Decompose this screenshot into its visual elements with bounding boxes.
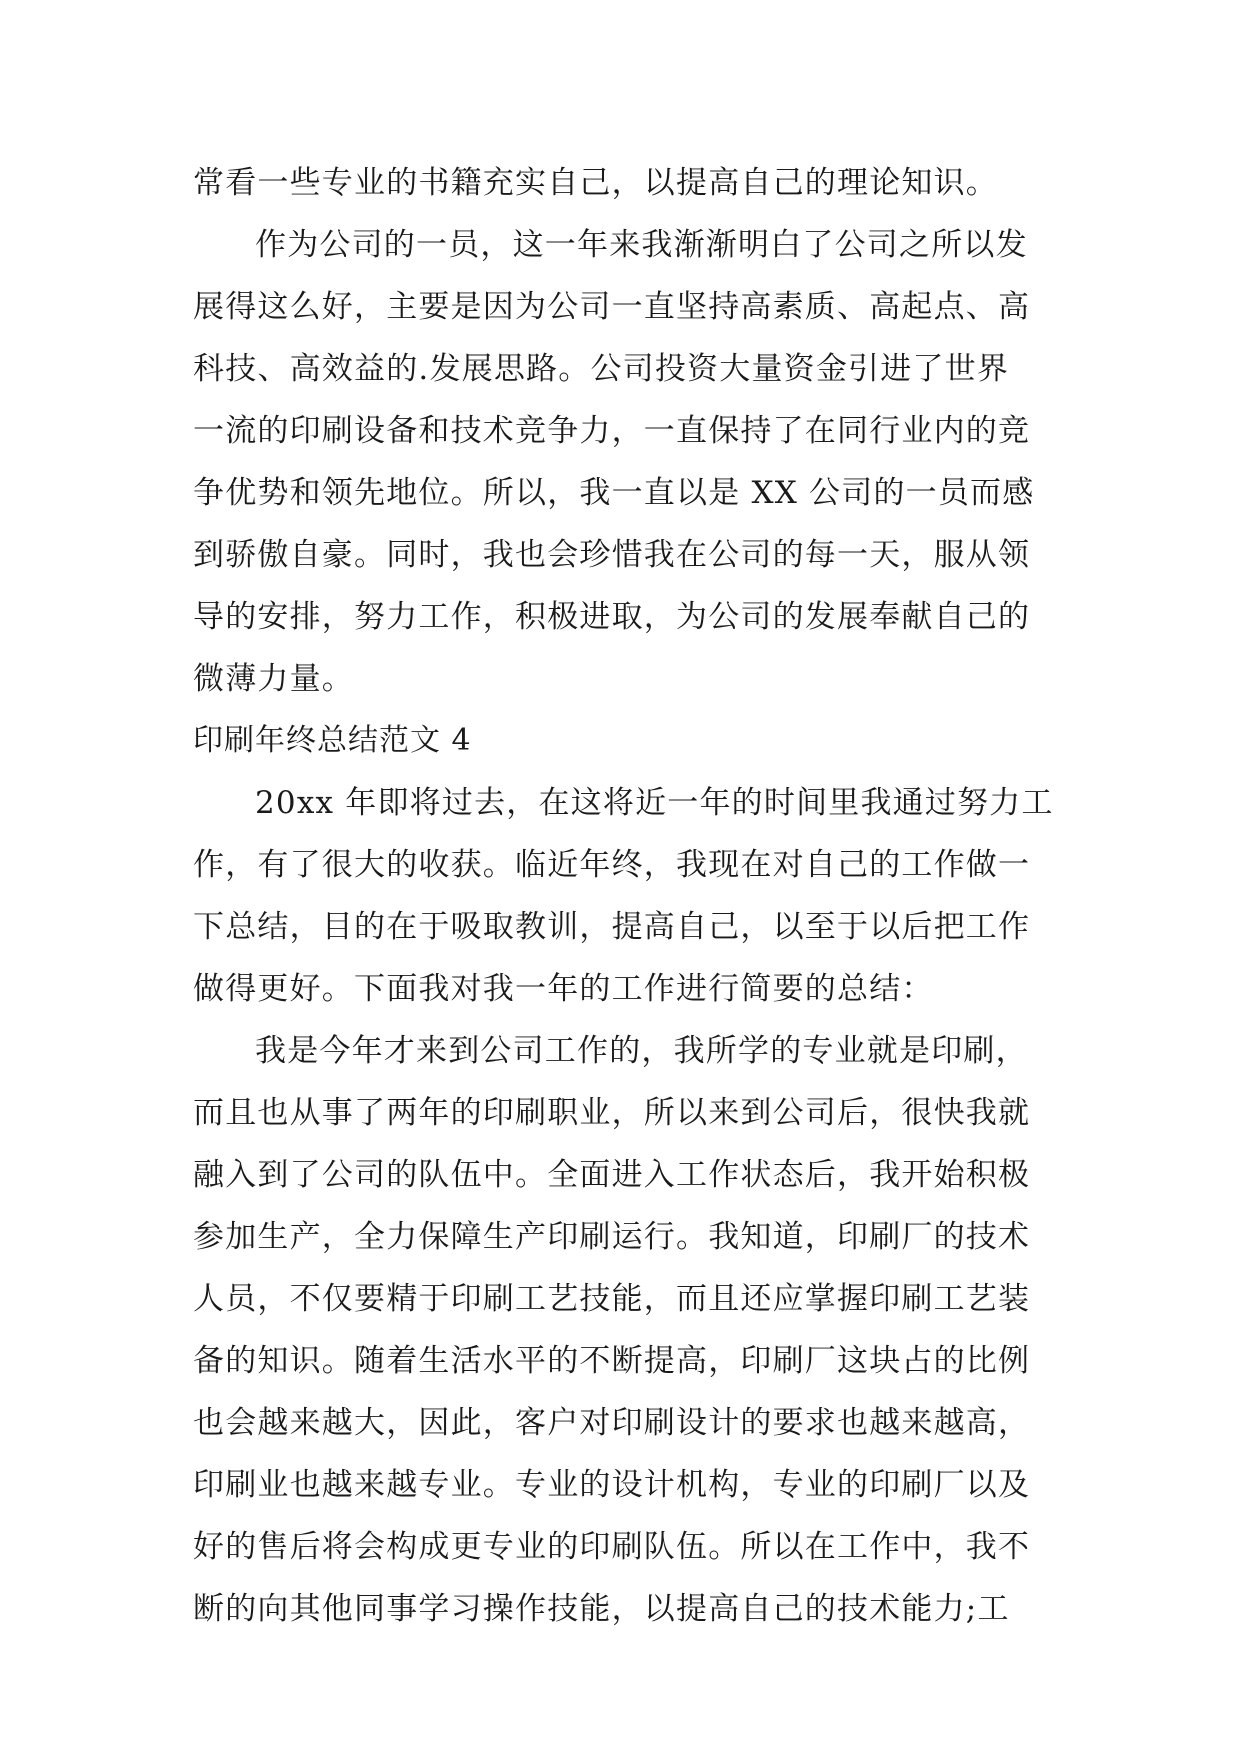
text-line: 融入到了公司的队伍中。全面进入工作状态后，我开始积极: [193, 1157, 1031, 1193]
text-line: 常看一些专业的书籍充实自己，以提高自己的理论知识。: [193, 165, 998, 201]
text-line: 20xx 年即将过去，在这将近一年的时间里我通过努力工: [255, 785, 1054, 821]
text-line: 一流的印刷设备和技术竞争力，一直保持了在同行业内的竞: [193, 413, 1031, 449]
paragraph-1-tail: [193, 152, 1059, 214]
text-line: 也会越来越大，因此，客户对印刷设计的要求也越来越高，: [193, 1405, 1031, 1441]
text-line: 人员，不仅要精于印刷工艺技能，而且还应掌握印刷工艺装: [193, 1281, 1031, 1317]
text-line: 争优势和领先地位。所以，我一直以是 XX 公司的一员而感: [193, 475, 1035, 511]
text-line: 作为公司的一员，这一年来我渐渐明白了公司之所以发: [255, 227, 1028, 263]
text-line: 展得这么好，主要是因为公司一直坚持高素质、高起点、高: [193, 289, 1031, 325]
text-line: 导的安排，努力工作，积极进取，为公司的发展奉献自己的: [193, 599, 1031, 635]
text-line: 科技、高效益的.发展思路。公司投资大量资金引进了世界: [193, 351, 1010, 387]
text-line: 而且也从事了两年的印刷职业，所以来到公司后，很快我就: [193, 1095, 1031, 1131]
paragraph-3: [193, 772, 1059, 1020]
text-line: 微薄力量。: [193, 661, 354, 697]
text-line: 参加生产，全力保障生产印刷运行。我知道，印刷厂的技术: [193, 1219, 1031, 1255]
text-line: 印刷业也越来越专业。专业的设计机构，专业的印刷厂以及: [193, 1467, 1031, 1503]
text-line: 到骄傲自豪。同时，我也会珍惜我在公司的每一天，服从领: [193, 537, 1031, 573]
document-body: [193, 152, 1059, 1640]
paragraph-4: [193, 1020, 1059, 1640]
text-line: 下总结，目的在于吸取教训，提高自己，以至于以后把工作: [193, 909, 1031, 945]
paragraph-2: [193, 214, 1059, 710]
section-title: 印刷年终总结范文 4: [193, 723, 472, 758]
text-line: 备的知识。随着生活水平的不断提高，印刷厂这块占的比例: [193, 1343, 1031, 1379]
text-line: 做得更好。下面我对我一年的工作进行简要的总结：: [193, 971, 934, 1007]
text-line: 断的向其他同事学习操作技能，以提高自己的技术能力;工: [193, 1591, 1010, 1627]
text-line: 作，有了很大的收获。临近年终，我现在对自己的工作做一: [193, 847, 1031, 883]
text-line: 好的售后将会构成更专业的印刷队伍。所以在工作中，我不: [193, 1529, 1031, 1565]
text-line: 我是今年才来到公司工作的，我所学的专业就是印刷，: [255, 1033, 1028, 1069]
